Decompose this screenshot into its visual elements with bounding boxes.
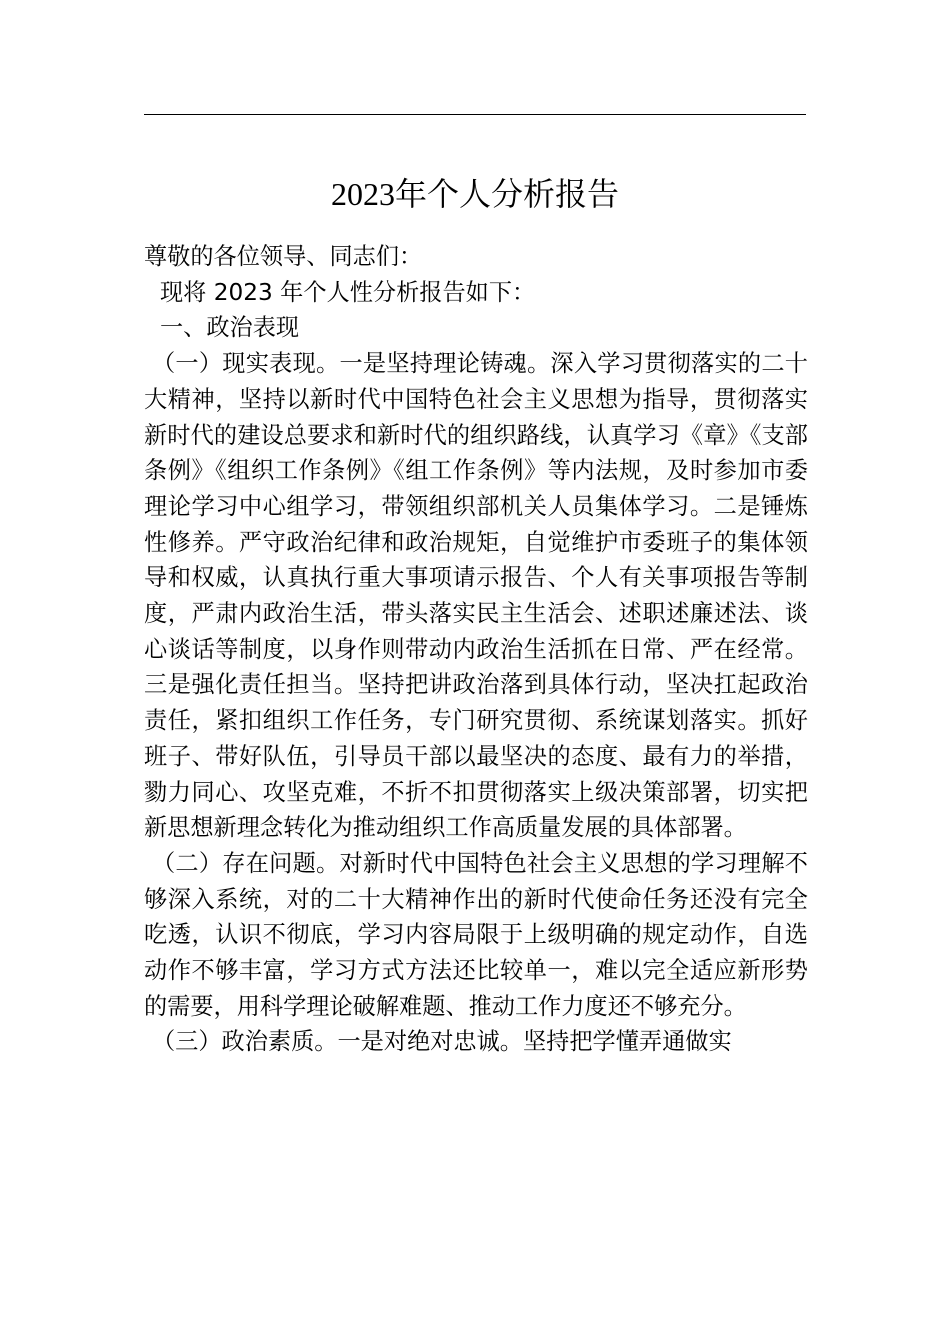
section-heading: 一、政治表现 [160,314,300,342]
header-rule [144,114,806,115]
document-body [144,239,808,1060]
paragraph-political-quality: （三）政治素质。一是对绝对忠诚。坚持把学懂弄通做实 [152,1028,732,1056]
paragraph-existing-problems: （二）存在问题。对新时代中国特色社会主义思想的学习理解不够深入系统，对的二十大精神作出的新时代使命任务还没有完全吃透，认识不彻底，学习内容局限于上级明确的规定动作，自选动作不够丰富，学习方式方法还比较单一，难以完全适应新形势的需要，用科学理论破解难题、推动工作力度还不够充分。 [144,849,808,1020]
title-text: 年个人分析报告 [394,175,619,213]
greeting-line: 尊敬的各位领导、同志们： [144,243,423,270]
document-title [144,170,806,218]
title-year: 2023 [330,176,395,212]
paragraph-actual-performance: （一）现实表现。一是坚持理论铸魂。深入学习贯彻落实的二十大精神，坚持以新时代中国特色社会主义思想为指导，贯彻落实新时代的建设总要求和新时代的组织路线，认真学习《章》《支部条例》《组织工作条例》《组工作条例》等内法规，及时参加市委理论学习中心组学习，带领组织部机关人员集体学习。二是锤炼性修养。严守政治纪律和政治规矩，自觉维护市委班子的集体领导和权威，认真执行重大事项请示报告、个人有关事项报告等制度，严肃内政治生活，带头落实民主生活会、述职述廉述法、谈心谈话等制度，以身作则带动内政治生活抓在日常、严在经常。三是强化责任担当。坚持把讲政治落到具体行动，坚决扛起政治责任，紧扣组织工作任务，专门研究贯彻、系统谋划落实。抓好班子、带好队伍，引导员干部以最坚决的态度、最有力的举措，勠力同心、攻坚克难，不折不扣贯彻落实上级决策部署，切实把新思想新理念转化为推动组织工作高质量发展的具体部署。 [144,350,808,842]
intro-line: 现将 2023 年个人性分析报告如下： [160,278,536,306]
